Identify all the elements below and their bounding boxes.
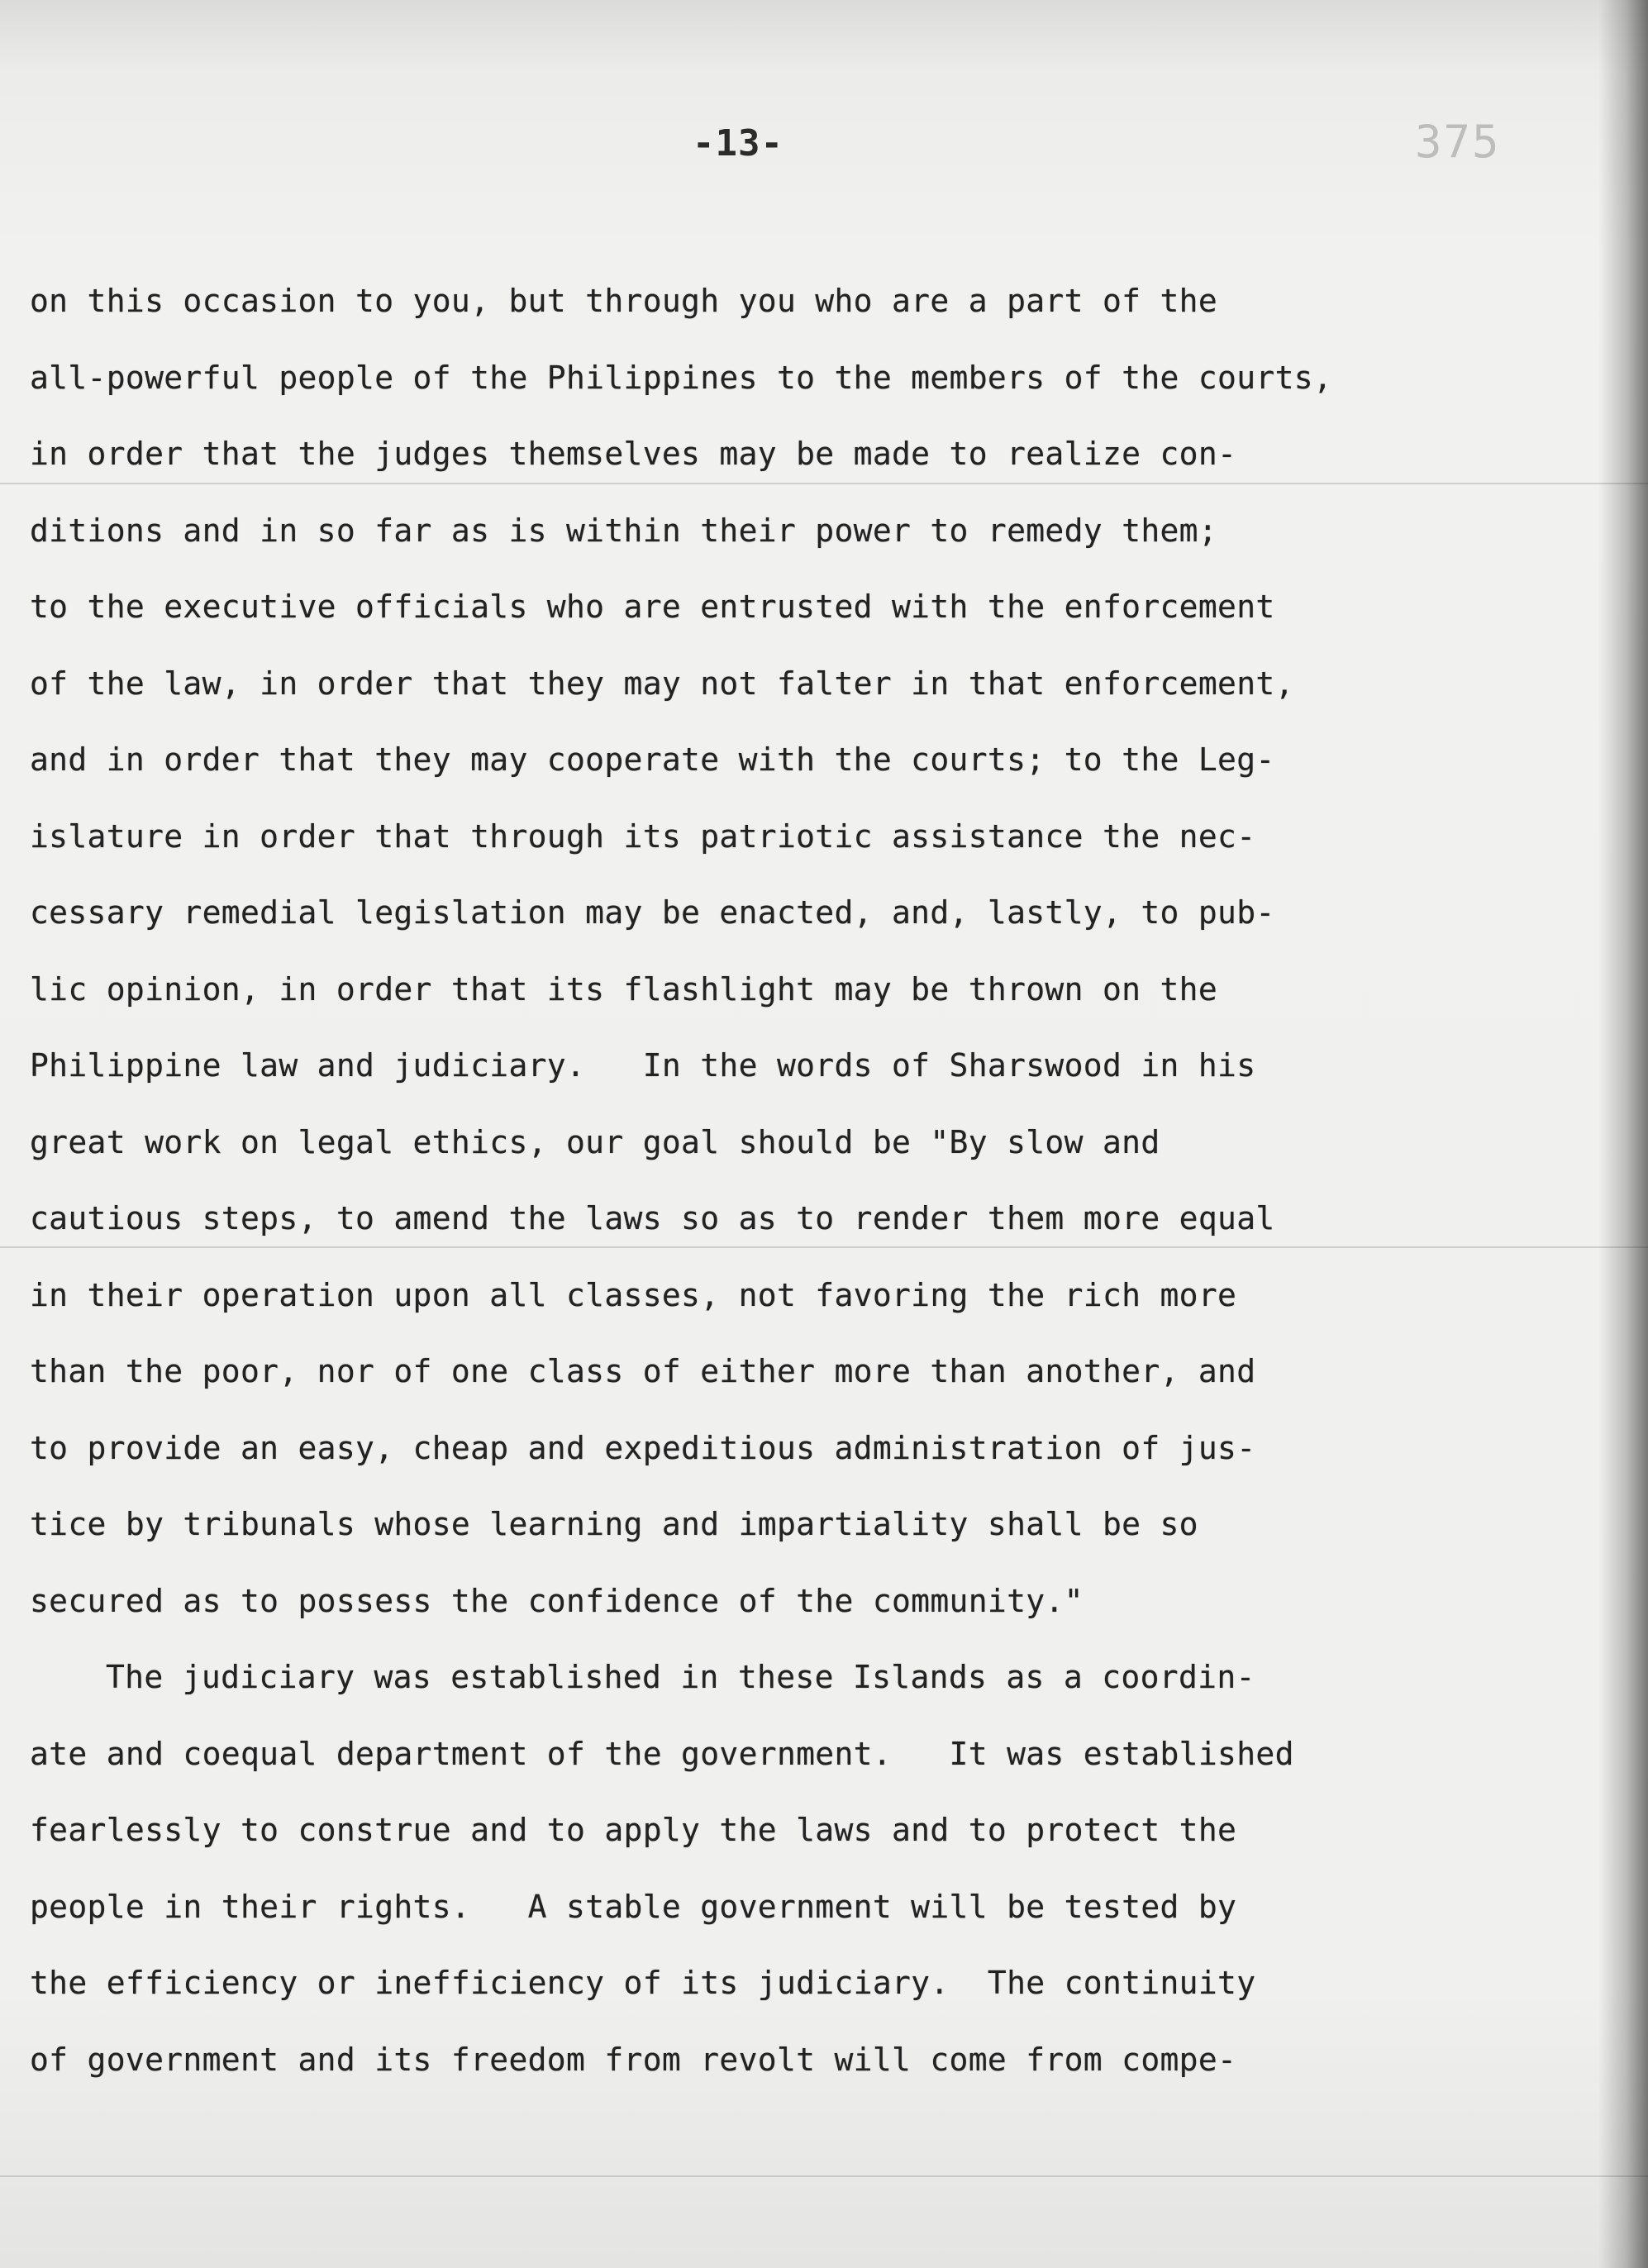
text-line: on this occasion to you, but through you who are a part of the bbox=[30, 283, 1218, 319]
paragraph-start-line: The judiciary was established in these Islands as a coordin- bbox=[106, 1659, 1255, 1695]
text-line: lic opinion, in order that its flashlight may be thrown on the bbox=[30, 970, 1218, 1008]
text-line: great work on legal ethics, our goal should be "By slow and bbox=[30, 1123, 1160, 1160]
text-line: and in order that they may cooperate with the courts; to the Leg- bbox=[30, 741, 1275, 778]
text-line: cautious steps, to amend the laws so as to render them more equal bbox=[30, 1200, 1275, 1236]
stamp-number: 375 bbox=[1415, 116, 1501, 168]
text-line: to the executive officials who are entrusted with the enforcement bbox=[30, 588, 1275, 625]
text-line: fearlessly to construe and to apply the laws and to protect the bbox=[30, 1812, 1237, 1848]
text-line: ate and coequal department of the government. It was established bbox=[30, 1735, 1294, 1772]
text-line: ditions and in so far as is within their power to remedy them; bbox=[30, 512, 1218, 549]
text-line: in order that the judges themselves may be made to realize con- bbox=[30, 436, 1237, 472]
text-line: in their operation upon all classes, not favoring the rich more bbox=[30, 1276, 1237, 1313]
text-line: the efficiency or inefficiency of its judiciary. The continuity bbox=[30, 1965, 1256, 2001]
text-line: of the law, in order that they may not falter in that enforcement, bbox=[30, 665, 1294, 702]
text-line: all-powerful people of the Philippines to the members of the courts, bbox=[30, 359, 1333, 396]
text-line: islature in order that through its patriotic assistance the nec- bbox=[30, 817, 1256, 855]
page-number: -13- bbox=[693, 122, 784, 164]
typed-text-body bbox=[30, 263, 1584, 2098]
text-line: secured as to possess the confidence of the community." bbox=[30, 1582, 1084, 1619]
text-line: tice by tribunals whose learning and impartiality shall be so bbox=[30, 1506, 1198, 1542]
scan-artifact-line bbox=[0, 2175, 1648, 2177]
text-line: cessary remedial legislation may be enacted, and, lastly, to pub- bbox=[30, 894, 1275, 931]
page-edge-shadow bbox=[1598, 0, 1648, 2268]
text-line: to provide an easy, cheap and expeditious administration of jus- bbox=[30, 1429, 1256, 1466]
text-line: people in their rights. A stable government will be tested by bbox=[30, 1888, 1237, 1925]
text-line: than the poor, nor of one class of either more than another, and bbox=[30, 1353, 1256, 1389]
text-line: Philippine law and judiciary. In the words of Sharswood in his bbox=[30, 1047, 1256, 1084]
text-line: of government and its freedom from revolt will come from compe- bbox=[30, 2041, 1237, 2078]
